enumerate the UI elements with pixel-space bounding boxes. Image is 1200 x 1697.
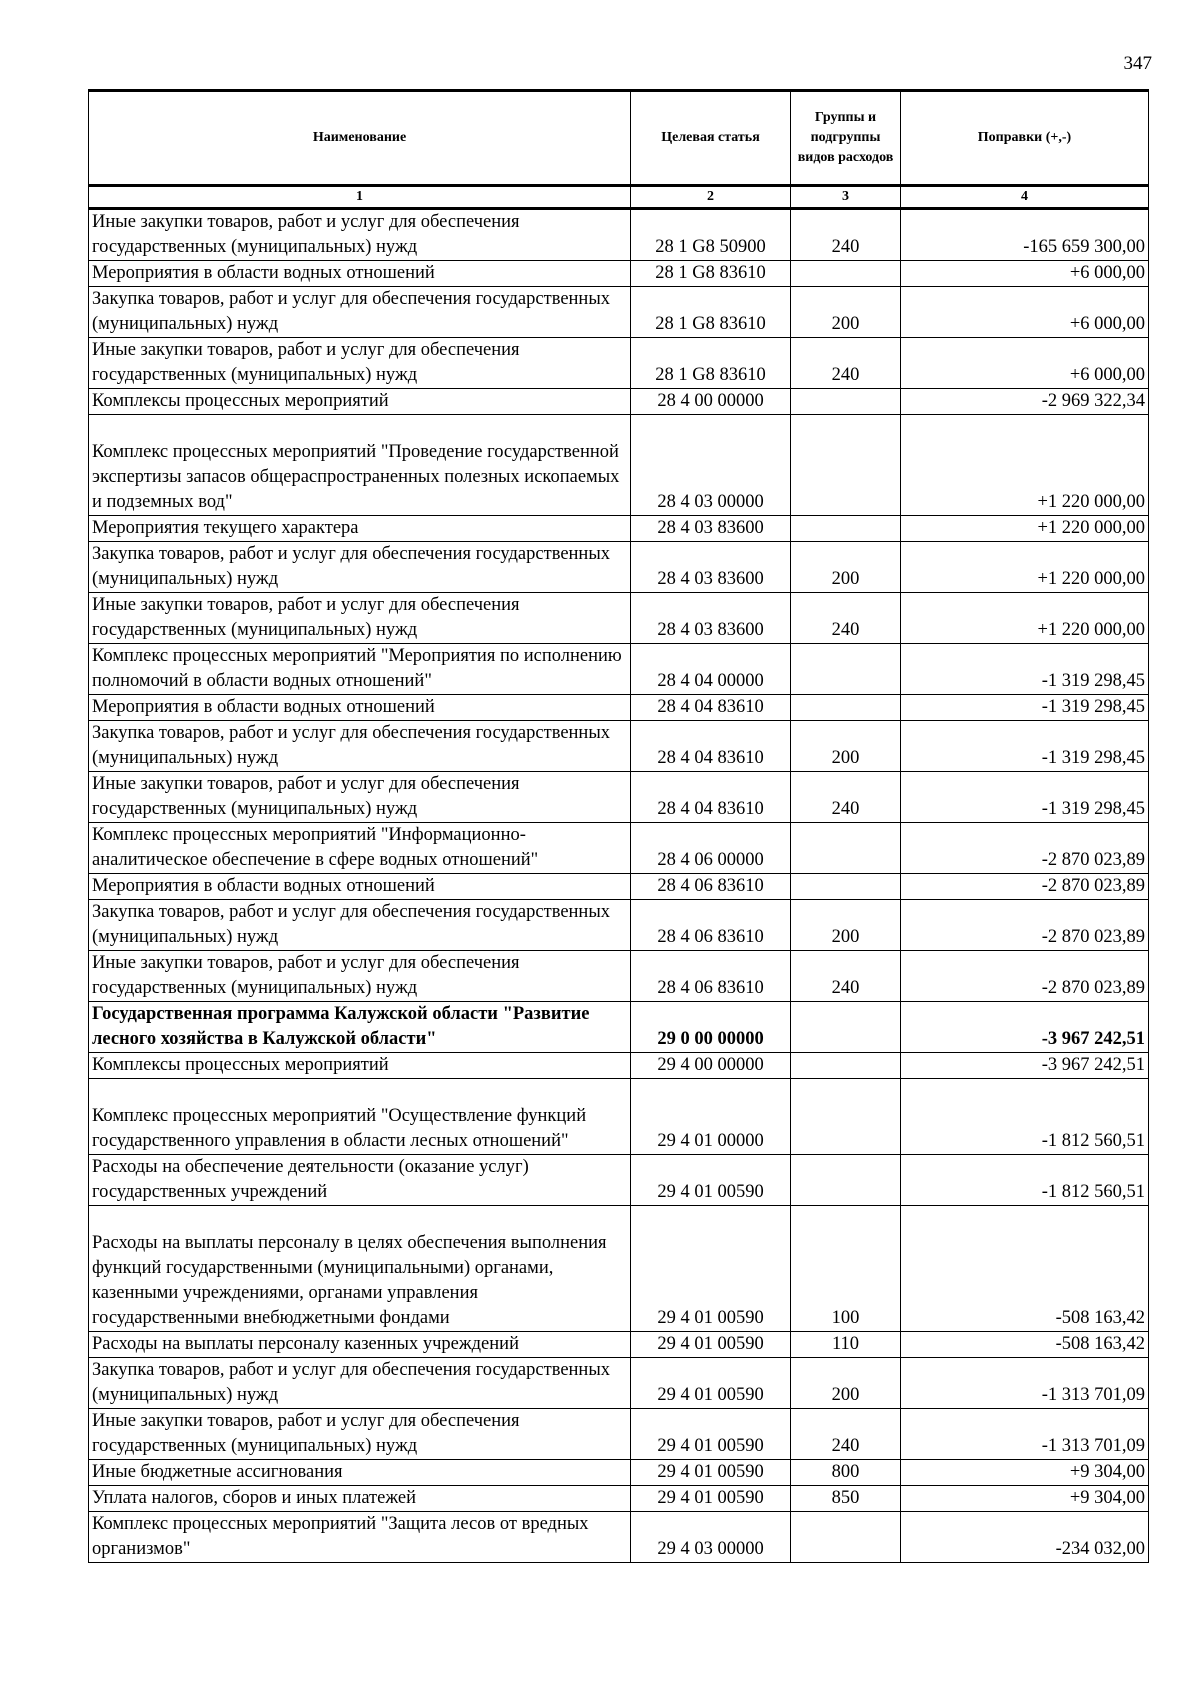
table-row	[89, 287, 1149, 338]
table-row	[89, 209, 1149, 261]
row-amendment: +6 000,00	[901, 338, 1149, 389]
row-target-code: 29 4 01 00590	[631, 1486, 791, 1512]
row-expense-group	[791, 516, 901, 542]
row-expense-group: 850	[791, 1486, 901, 1512]
table-row	[89, 1155, 1149, 1206]
row-name: Мероприятия текущего характера	[89, 516, 631, 542]
table-row	[89, 1486, 1149, 1512]
row-target-code: 28 1 G8 50900	[631, 209, 791, 261]
row-expense-group: 240	[791, 772, 901, 823]
row-expense-group: 200	[791, 900, 901, 951]
table-row	[89, 516, 1149, 542]
row-name: Уплата налогов, сборов и иных платежей	[89, 1486, 631, 1512]
row-expense-group	[791, 261, 901, 287]
row-target-code: 28 1 G8 83610	[631, 287, 791, 338]
table-header	[89, 91, 1149, 209]
row-name: Комплексы процессных мероприятий	[89, 389, 631, 415]
row-name: Закупка товаров, работ и услуг для обеспечения государственных (муниципальных) нужд	[89, 900, 631, 951]
row-expense-group	[791, 1079, 901, 1155]
row-name: Закупка товаров, работ и услуг для обеспечения государственных (муниципальных) нужд	[89, 287, 631, 338]
row-expense-group	[791, 415, 901, 516]
row-target-code: 28 4 03 83600	[631, 542, 791, 593]
row-name: Иные закупки товаров, работ и услуг для обеспечения государственных (муниципальных) нужд	[89, 772, 631, 823]
row-amendment: -2 870 023,89	[901, 823, 1149, 874]
header-name: Наименование	[89, 91, 631, 186]
row-name: Закупка товаров, работ и услуг для обеспечения государственных (муниципальных) нужд	[89, 542, 631, 593]
row-target-code: 29 4 01 00590	[631, 1206, 791, 1332]
row-name: Расходы на обеспечение деятельности (оказание услуг) государственных учреждений	[89, 1155, 631, 1206]
row-target-code: 28 4 06 83610	[631, 900, 791, 951]
row-name: Комплекс процессных мероприятий "Осуществление функций государственного управления в области лесных отношений"	[89, 1079, 631, 1155]
table-row	[89, 721, 1149, 772]
row-target-code: 28 1 G8 83610	[631, 261, 791, 287]
row-name: Государственная программа Калужской области "Развитие лесного хозяйства в Калужской области"	[89, 1002, 631, 1053]
row-amendment: -1 812 560,51	[901, 1079, 1149, 1155]
row-amendment: -1 812 560,51	[901, 1155, 1149, 1206]
row-target-code: 29 4 00 00000	[631, 1053, 791, 1079]
row-expense-group: 240	[791, 209, 901, 261]
row-amendment: -2 969 322,34	[901, 389, 1149, 415]
row-expense-group: 240	[791, 1409, 901, 1460]
row-target-code: 28 4 06 00000	[631, 823, 791, 874]
row-name: Комплекс процессных мероприятий "Информационно-аналитическое обеспечение в сфере водных отношений"	[89, 823, 631, 874]
row-name: Комплекс процессных мероприятий "Защита лесов от вредных организмов"	[89, 1512, 631, 1563]
row-name: Мероприятия в области водных отношений	[89, 874, 631, 900]
page-number: 347	[1123, 53, 1152, 74]
row-expense-group: 110	[791, 1332, 901, 1358]
table-row	[89, 1358, 1149, 1409]
table-row	[89, 338, 1149, 389]
table-row	[89, 1512, 1149, 1563]
table-row	[89, 389, 1149, 415]
row-name: Мероприятия в области водных отношений	[89, 695, 631, 721]
row-target-code: 29 4 01 00000	[631, 1079, 791, 1155]
table-row	[89, 1079, 1149, 1155]
row-name: Комплексы процессных мероприятий	[89, 1053, 631, 1079]
table-row	[89, 1460, 1149, 1486]
row-target-code: 28 4 00 00000	[631, 389, 791, 415]
row-name: Расходы на выплаты персоналу казенных учреждений	[89, 1332, 631, 1358]
row-target-code: 28 4 03 00000	[631, 415, 791, 516]
row-expense-group: 240	[791, 951, 901, 1002]
table-row	[89, 900, 1149, 951]
row-target-code: 28 4 03 83600	[631, 516, 791, 542]
row-amendment: -1 313 701,09	[901, 1358, 1149, 1409]
row-amendment: +9 304,00	[901, 1460, 1149, 1486]
table-row	[89, 1053, 1149, 1079]
row-name: Иные закупки товаров, работ и услуг для обеспечения государственных (муниципальных) нужд	[89, 951, 631, 1002]
row-expense-group: 240	[791, 593, 901, 644]
column-number: 4	[901, 186, 1149, 209]
row-amendment: +1 220 000,00	[901, 542, 1149, 593]
row-target-code: 28 4 06 83610	[631, 874, 791, 900]
table-row	[89, 415, 1149, 516]
row-amendment: +1 220 000,00	[901, 593, 1149, 644]
header-groups: Группы и подгруппы видов расходов	[791, 91, 901, 186]
row-target-code: 29 4 01 00590	[631, 1332, 791, 1358]
row-name: Комплекс процессных мероприятий "Проведение государственной экспертизы запасов общераспространенных полезных ископаемых и подземных вод"	[89, 415, 631, 516]
row-amendment: -1 313 701,09	[901, 1409, 1149, 1460]
column-number: 3	[791, 186, 901, 209]
row-expense-group	[791, 1155, 901, 1206]
row-target-code: 28 4 06 83610	[631, 951, 791, 1002]
row-expense-group: 200	[791, 542, 901, 593]
row-expense-group: 100	[791, 1206, 901, 1332]
row-amendment: +9 304,00	[901, 1486, 1149, 1512]
row-amendment: +1 220 000,00	[901, 516, 1149, 542]
row-amendment: +6 000,00	[901, 287, 1149, 338]
row-expense-group	[791, 874, 901, 900]
row-amendment: -1 319 298,45	[901, 644, 1149, 695]
row-name: Иные бюджетные ассигнования	[89, 1460, 631, 1486]
row-expense-group: 240	[791, 338, 901, 389]
row-name: Иные закупки товаров, работ и услуг для обеспечения государственных (муниципальных) нужд	[89, 338, 631, 389]
row-expense-group: 800	[791, 1460, 901, 1486]
row-name: Иные закупки товаров, работ и услуг для обеспечения государственных (муниципальных) нужд	[89, 1409, 631, 1460]
row-amendment: -508 163,42	[901, 1206, 1149, 1332]
header-target: Целевая статья	[631, 91, 791, 186]
row-name: Мероприятия в области водных отношений	[89, 261, 631, 287]
table-row	[89, 1409, 1149, 1460]
column-number-row	[89, 186, 1149, 209]
header-amendments: Поправки (+,-)	[901, 91, 1149, 186]
budget-table	[88, 89, 1149, 1563]
row-target-code: 28 4 03 83600	[631, 593, 791, 644]
row-name: Закупка товаров, работ и услуг для обеспечения государственных (муниципальных) нужд	[89, 721, 631, 772]
table-row	[89, 772, 1149, 823]
row-amendment: -508 163,42	[901, 1332, 1149, 1358]
row-expense-group	[791, 823, 901, 874]
row-target-code: 28 1 G8 83610	[631, 338, 791, 389]
row-amendment: -3 967 242,51	[901, 1002, 1149, 1053]
row-amendment: -3 967 242,51	[901, 1053, 1149, 1079]
row-expense-group	[791, 1512, 901, 1563]
row-amendment: -2 870 023,89	[901, 900, 1149, 951]
column-number: 2	[631, 186, 791, 209]
row-target-code: 29 4 03 00000	[631, 1512, 791, 1563]
table-row	[89, 695, 1149, 721]
row-name: Расходы на выплаты персоналу в целях обеспечения выполнения функций государственными (муниципальными) органами, казенными учреждениями, органами управления государственными внебюджетными фондами	[89, 1206, 631, 1332]
row-target-code: 29 4 01 00590	[631, 1358, 791, 1409]
row-target-code: 29 0 00 00000	[631, 1002, 791, 1053]
table-row	[89, 951, 1149, 1002]
row-amendment: -1 319 298,45	[901, 695, 1149, 721]
row-target-code: 28 4 04 00000	[631, 644, 791, 695]
row-expense-group: 200	[791, 287, 901, 338]
row-expense-group	[791, 644, 901, 695]
row-name: Комплекс процессных мероприятий "Мероприятия по исполнению полномочий в области водных отношений"	[89, 644, 631, 695]
table-row	[89, 1002, 1149, 1053]
row-amendment: -234 032,00	[901, 1512, 1149, 1563]
table-row	[89, 1206, 1149, 1332]
row-amendment: -1 319 298,45	[901, 721, 1149, 772]
row-amendment: -2 870 023,89	[901, 951, 1149, 1002]
header-row	[89, 91, 1149, 186]
row-amendment: -2 870 023,89	[901, 874, 1149, 900]
table-row	[89, 823, 1149, 874]
row-amendment: +6 000,00	[901, 261, 1149, 287]
table-body	[89, 209, 1149, 1563]
row-expense-group: 200	[791, 1358, 901, 1409]
row-target-code: 28 4 04 83610	[631, 695, 791, 721]
table-row	[89, 542, 1149, 593]
row-target-code: 28 4 04 83610	[631, 772, 791, 823]
row-expense-group	[791, 1002, 901, 1053]
row-expense-group: 200	[791, 721, 901, 772]
row-target-code: 29 4 01 00590	[631, 1155, 791, 1206]
row-target-code: 28 4 04 83610	[631, 721, 791, 772]
row-amendment: -1 319 298,45	[901, 772, 1149, 823]
table-row	[89, 644, 1149, 695]
table-row	[89, 593, 1149, 644]
table-row	[89, 261, 1149, 287]
row-name: Иные закупки товаров, работ и услуг для обеспечения государственных (муниципальных) нужд	[89, 593, 631, 644]
row-target-code: 29 4 01 00590	[631, 1409, 791, 1460]
row-expense-group	[791, 1053, 901, 1079]
table-row	[89, 874, 1149, 900]
row-amendment: -165 659 300,00	[901, 209, 1149, 261]
row-expense-group	[791, 389, 901, 415]
row-target-code: 29 4 01 00590	[631, 1460, 791, 1486]
row-expense-group	[791, 695, 901, 721]
row-name: Иные закупки товаров, работ и услуг для обеспечения государственных (муниципальных) нужд	[89, 209, 631, 261]
row-name: Закупка товаров, работ и услуг для обеспечения государственных (муниципальных) нужд	[89, 1358, 631, 1409]
column-number: 1	[89, 186, 631, 209]
table-row	[89, 1332, 1149, 1358]
row-amendment: +1 220 000,00	[901, 415, 1149, 516]
